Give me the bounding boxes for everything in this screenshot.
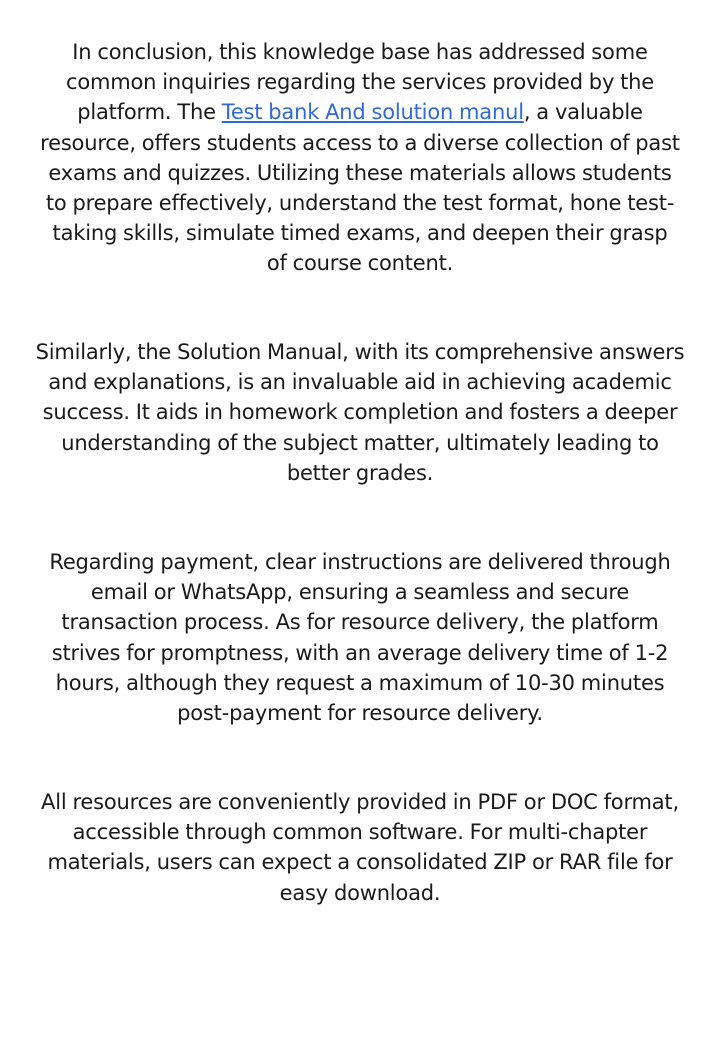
solution-manual-paragraph: Similarly, the Solution Manual, with its comprehensive answers and explanations, is an invaluable aid in achieving academic success. It aids in homework completion and fosters a deeper understanding of the subject matter, ultimately leading to better grades. [35, 340, 685, 485]
conclusion-paragraph [40, 37, 680, 279]
payment-delivery-paragraph: Regarding payment, clear instructions are delivered through email or WhatsApp, ensuring a seamless and secure transaction process. As for resource delivery, the platform strives for promptness, with an average delivery time of 1-2 hours, although they request a maximum of 10-30 minutes post-payment for resource delivery. [49, 550, 671, 726]
test-bank-link[interactable]: Test bank And solution manul [221, 100, 524, 125]
conclusion-text-before-link: In conclusion, this knowledge base has addressed some common inquiries regarding the services provided by the platform. The [65, 40, 655, 125]
file-format-paragraph: All resources are conveniently provided in PDF or DOC format, accessible through common software. For multi-chapter materials, users can expect a consolidated ZIP or RAR file for easy download. [41, 790, 679, 905]
conclusion-text-after-link: , a valuable resource, offers students access to a diverse collection of past exams and quizzes. Utilizing these materials allows students to prepare effectively, understand the test format, hone test-taking skills, simulate timed exams, and deepen their grasp of course content. [40, 100, 680, 276]
